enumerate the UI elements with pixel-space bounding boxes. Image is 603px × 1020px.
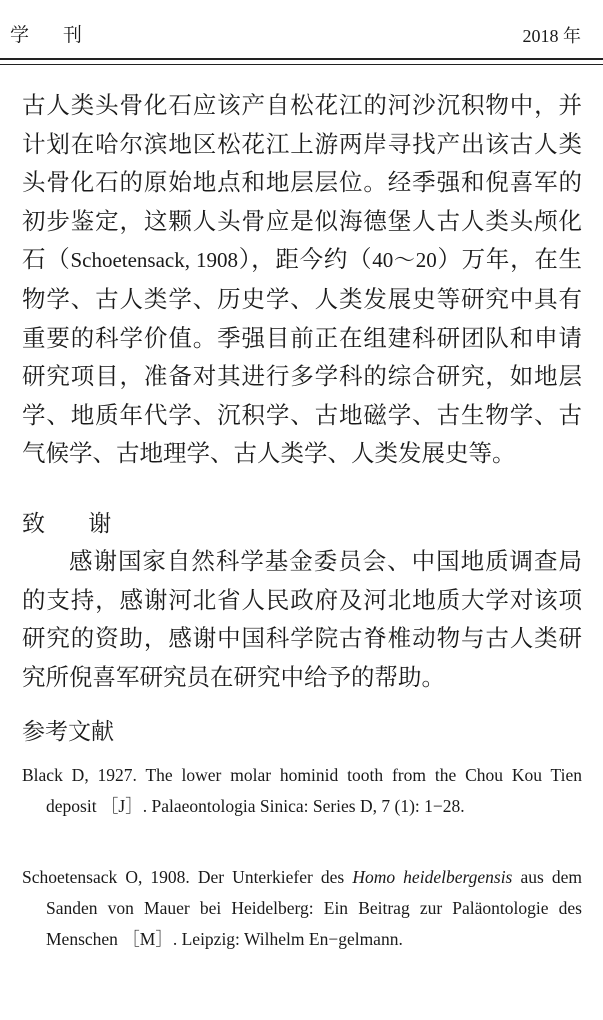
body-paragraph [22,86,582,473]
page-header [0,0,603,58]
reference-item [22,862,582,955]
acknowledgements-text: 感谢国家自然科学基金委员会、中国地质调查局的支持，感谢河北省人民政府及河北地质大学对该项研究的资助，感谢中国科学院古脊椎动物与古人类研究所倪喜军研究员在研究中给予的帮助。 [22,547,582,691]
reference-text-pre: Schoetensack O, 1908. Der Unterkiefer des [22,867,353,887]
inline-citation: Schoetensack, 1908 [70,248,238,273]
reference-item: Black D, 1927. The lower molar hominid tooth from the Chou Kou Tien deposit ［J］. Palaeontologia Sinica: Series D, 7 (1): 1−28. [22,765,582,816]
header-rule-thin [0,64,603,65]
body-text-part-1: 古人类头骨化石应该产自松花江的河沙沉积物中，并计划在哈尔滨地区松花江上游两岸寻找产出该古人类头骨化石的原始地点和地层层位。经季强和倪喜军的初步鉴定，这颗人头骨应是似海德堡人古人类头颅化石（ [22,91,582,274]
journal-name: 学 刊 [10,24,97,46]
acknowledgements-heading: 致 谢 [22,511,130,537]
age-range: 40～20 [372,248,437,273]
body-text-part-3: ）万年，在生物学、古人类学、历史学、人类发展史等研究中具有重要的科学价值。季强目前正在组建科研团队和申请研究项目，准备对其进行多学科的综合研究，如地层学、地质年代学、沉积学、古地磁学、古生物学、古气候学、古地理学、古人类学、人类发展史等。 [22,245,583,468]
body-text-part-2: ），距今约（ [237,245,373,274]
reference-text-post: aus dem Sanden von Mauer bei Heidelberg: Ein Beitrag zur Paläontologie des Menschen ［M］. Leipzig: Wilhelm En−gelmann. [46,867,582,949]
header-rule-thick [0,58,603,60]
references-heading: 参考文献 [22,719,114,745]
reference-italic-taxon: Homo heidelbergensis [352,867,513,887]
publication-year: 2018 年 [522,26,581,46]
